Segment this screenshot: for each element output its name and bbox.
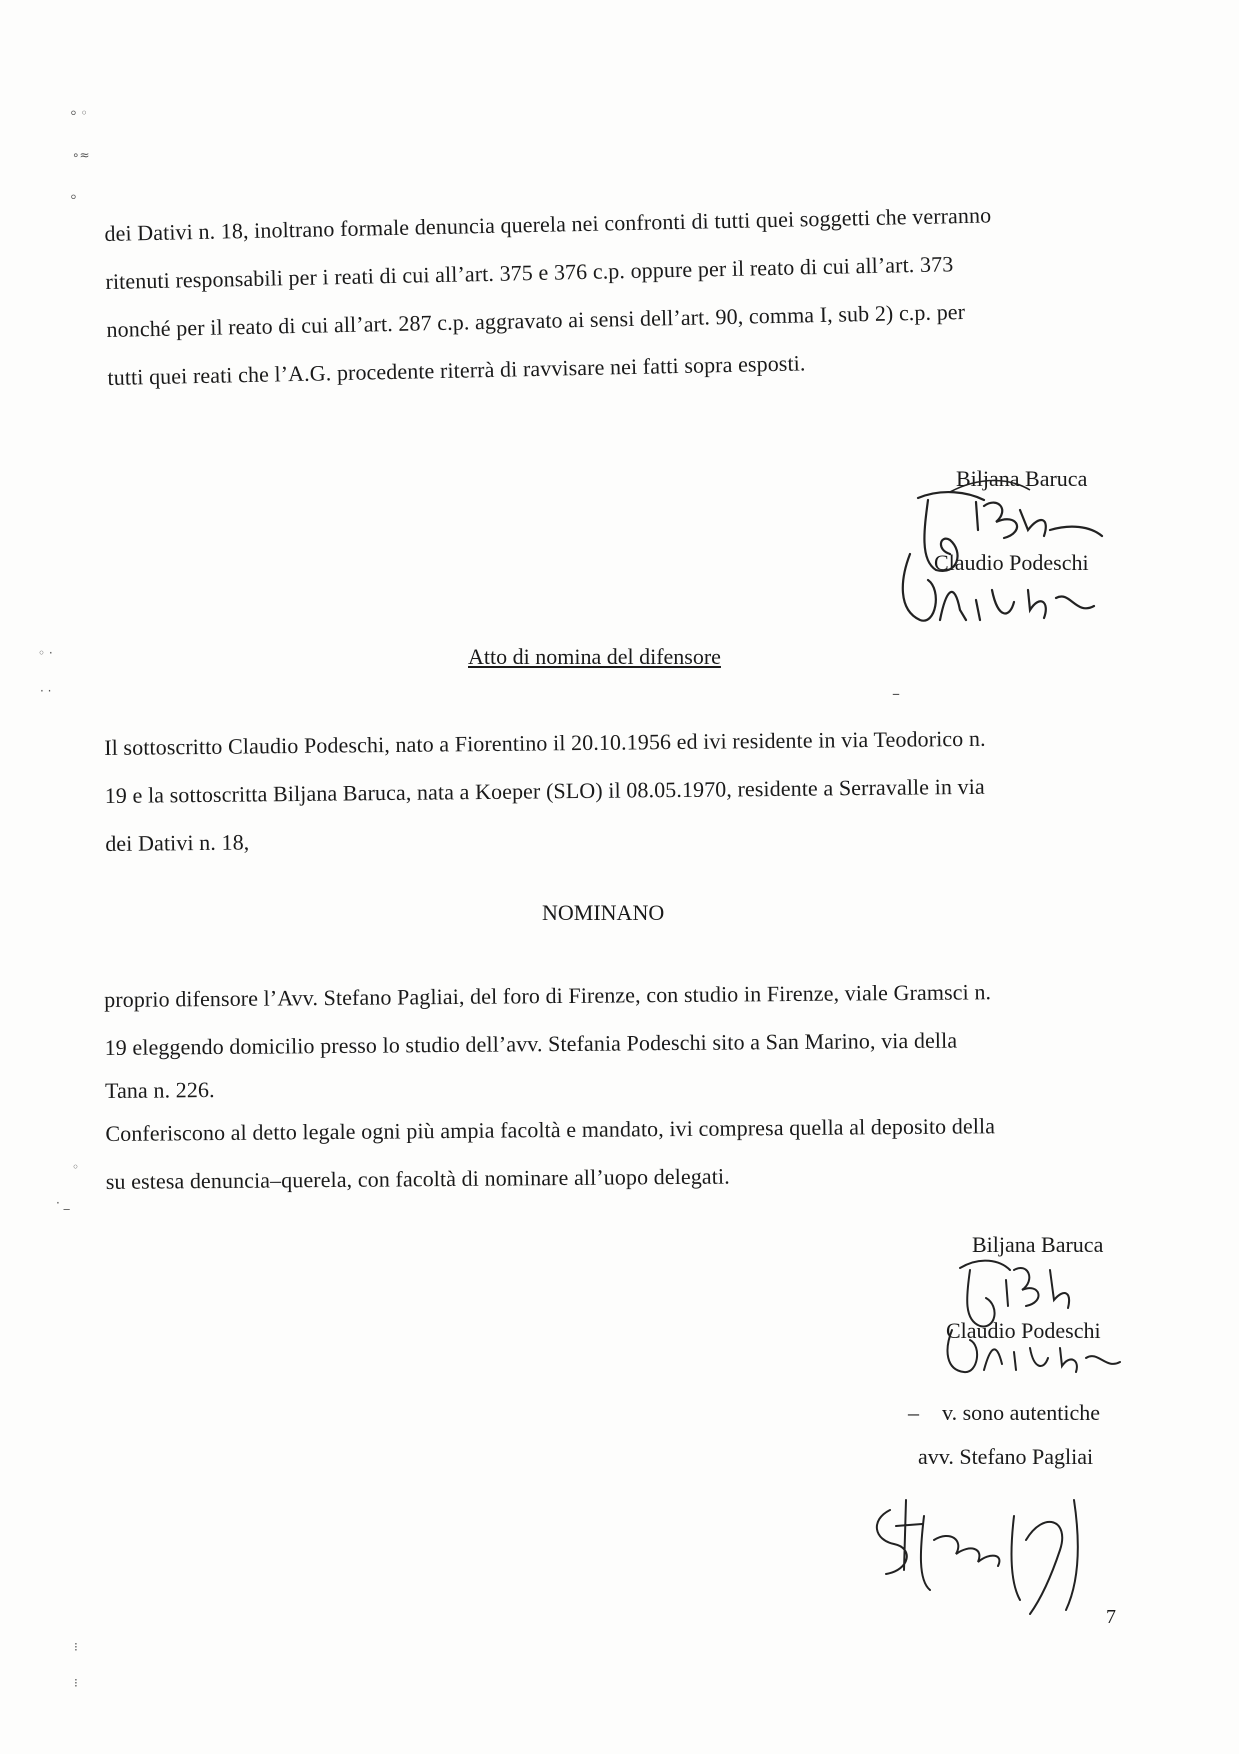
lawyer-signature [860,1470,1120,1620]
appointment-line: Tana n. 226. [104,1077,215,1103]
scan-speck: – [892,684,900,703]
appointment-line: Il sottoscritto Claudio Podeschi, nato a Fiorentino il 20.10.1956 ed ivi residente in via Teodorico n. [104,725,986,760]
appointment-line: dei Dativi n. 18, [105,829,250,856]
appointment-line: su estesa denuncia–querela, con facoltà di nominare all’uopo delegati. [105,1163,730,1194]
handwritten-signature [930,1240,1130,1380]
scan-speck: ⸰ ◦ [70,106,88,120]
signer-name: Biljana Baruca [956,466,1088,491]
complaint-paragraph [104,189,1128,402]
handwritten-signature [880,470,1120,640]
signer-name: Biljana Baruca [972,1232,1104,1257]
nominano-heading: NOMINANO [542,900,665,925]
appointment-line: Conferiscono al detto legale ogni più ampia facoltà e mandato, ivi compresa quella al deposito della [105,1113,996,1146]
complaint-line: nonché per il reato di cui all’art. 287 c.p. aggravato ai sensi dell’art. 90, comma I, sub 2) c.p. per [106,298,966,342]
scan-speck: ◦ [72,1160,80,1174]
dash-mark: – [908,1400,919,1425]
complaint-line: tutti quei reati che l’A.G. procedente riterrà di ravvisare nei fatti sopra esposti. [107,350,806,390]
signer-name: Claudio Podeschi [934,550,1089,575]
appointment-line: proprio difensore l’Avv. Stefano Pagliai, del foro di Firenze, con studio in Firenze, viale Gramsci n. [104,979,992,1012]
signer-name: Claudio Podeschi [946,1318,1101,1343]
appointment-line: 19 e la sottoscritta Biljana Baruca, nata a Koeper (SLO) il 08.05.1970, residente a Serravalle in via [104,773,985,808]
scan-speck: ⁝ [74,1676,78,1690]
complaint-line: ritenuti responsabili per i reati di cui all’art. 375 e 376 c.p. oppure per il reato di cui all’art. 373 [105,251,954,294]
scan-speck: ◦ · [38,646,53,660]
scan-speck: ∘≈ [72,148,90,162]
appointment-heading: Atto di nomina del difensore [468,644,721,669]
lawyer-name: avv. Stefano Pagliai [918,1444,1094,1469]
appointment-line: 19 eleggendo domicilio presso lo studio dell’avv. Stefania Podeschi sito a San Marino, via della [104,1027,958,1060]
scan-speck: ⸰ [70,190,77,204]
appointment-paragraph-2 [104,967,1126,1206]
scan-speck: · · [40,684,52,698]
page-number: 7 [1106,1606,1116,1628]
complaint-line: dei Dativi n. 18, inoltrano formale denuncia querela nei confronti di tutti quei soggetti che verranno [104,202,992,246]
authentication-note: v. sono autentiche [942,1400,1101,1425]
scan-speck: ⁝ [74,1640,78,1654]
scan-speck: · _ [56,1196,70,1210]
appointment-paragraph [104,713,1125,868]
